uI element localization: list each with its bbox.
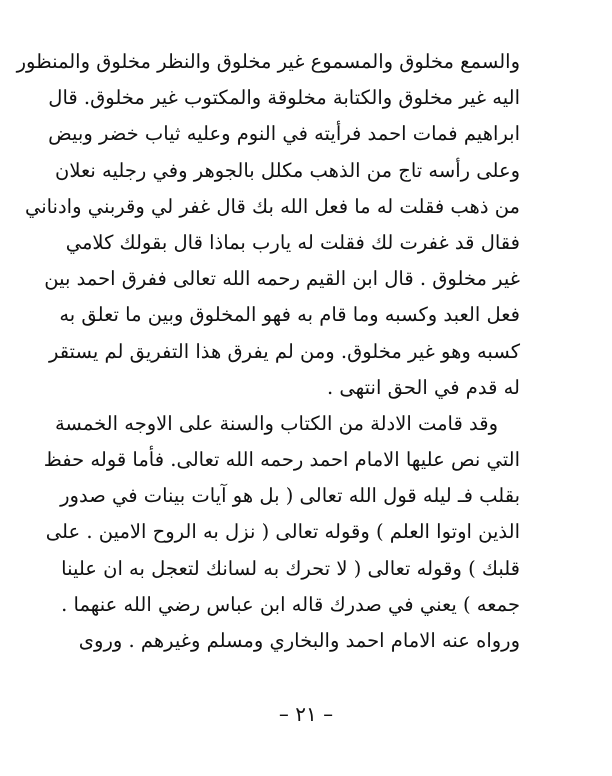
text-line: الذين اوتوا العلم ) وقوله تعالى ( نزل به الروح الامين . على [45, 520, 520, 544]
text-line: ورواه عنه الامام احمد والبخاري ومسلم وغيرهم . وروى [78, 629, 520, 652]
text-line-paragraph-start: وقد قامت الادلة من الكتاب والسنة على الاوجه الخمسة [54, 411, 498, 435]
text-line: غير مخلوق . قال ابن القيم رحمه الله تعالى ففرق احمد بين [44, 267, 520, 291]
text-line: جمعه ) يعني في صدرك قاله ابن عباس رضي الله عنهما . [61, 592, 520, 616]
text-line: فعل العبد وكسبه وما قام به فهو المخلوق وبين ما تعلق به [59, 303, 520, 327]
text-line: التي نص عليها الامام احمد رحمه الله تعالى. فأما قوله حفظ [43, 448, 520, 472]
body-text [16, 44, 520, 659]
text-line: من ذهب فقلت له ما فعل الله بك قال غفر لي وقربني وادناني [24, 194, 520, 218]
text-line: قلبك ) وقوله تعالى ( لا تحرك به لسانك لتعجل به ان علينا [61, 556, 520, 580]
text-line: فقال قد غفرت لك فقلت له يارب بماذا قال بقولك كلامي [65, 230, 520, 254]
text-line: كسبه وهو غير مخلوق. ومن لم يفرق هذا التفريق لم يستقر [48, 339, 520, 363]
text-line: بقلب فـ ليله قول الله تعالى ( بل هو آيات بينات في صدور [60, 484, 520, 508]
text-line: والسمع مخلوق والمسموع غير مخلوق والنظر مخلوق والمنظور [16, 50, 520, 73]
text-line-paragraph-end: له قدم في الحق انتهى . [327, 375, 520, 399]
text-line: وعلى رأسه تاج من الذهب مكلل بالجوهر وفي رجليه نعلان [55, 158, 520, 182]
text-line: ابراهيم فمات احمد فرأيته في النوم وعليه ثياب خضر وبيض [48, 122, 520, 146]
page-number: – ٢١ – [278, 702, 334, 726]
text-line: اليه غير مخلوق والكتابة مخلوقة والمكتوب غير مخلوق. قال [48, 86, 520, 110]
